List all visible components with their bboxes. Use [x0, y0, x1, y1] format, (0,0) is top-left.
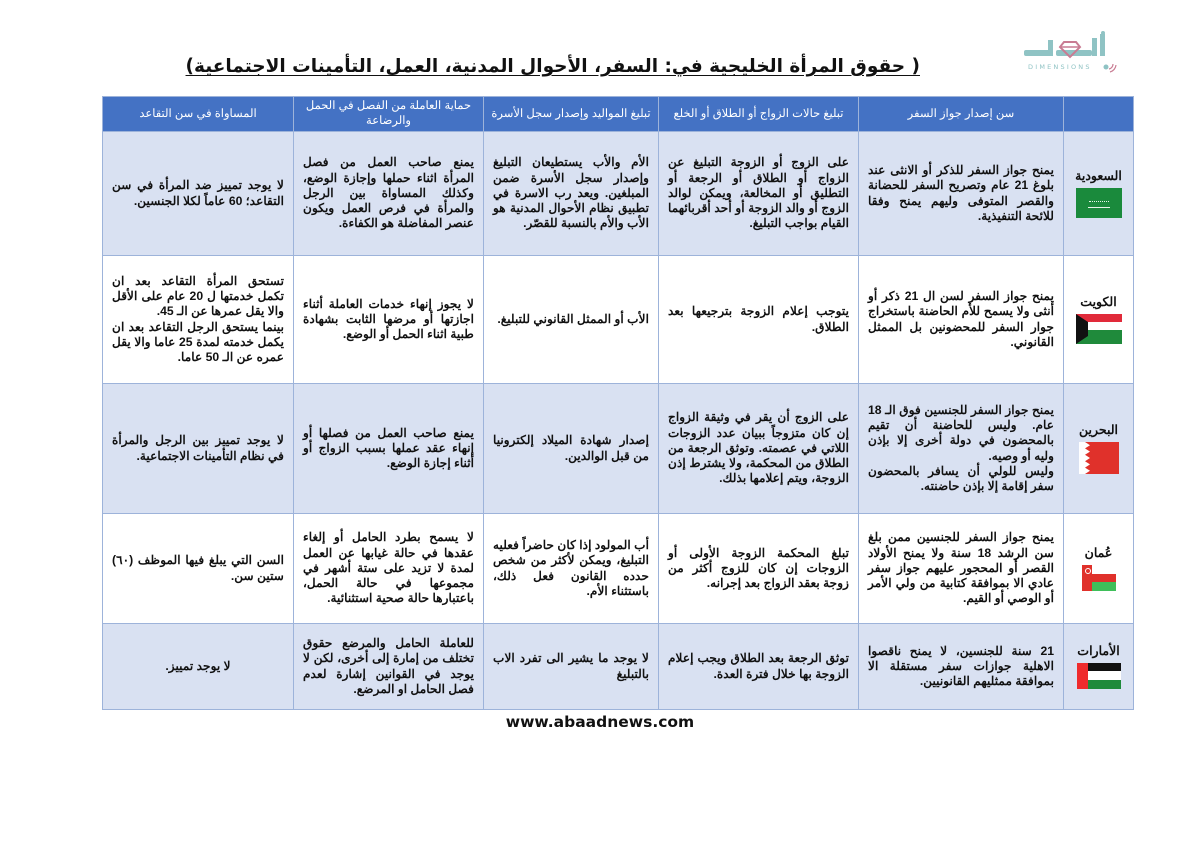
- protection-cell: للعاملة الحامل والمرضع حقوق تختلف من إمارة إلى أخرى، لكن لا يوجد في القوانين إشارة لعدم فصل الحامل او المرضع.: [294, 624, 484, 710]
- marriage-cell: يتوجب إعلام الزوجة بترجيعها بعد الطلاق.: [659, 256, 859, 384]
- header-passport-age: سن إصدار جواز السفر: [859, 97, 1064, 132]
- country-name: السعودية: [1075, 168, 1122, 183]
- country-cell: [1064, 384, 1134, 514]
- country-name: عُمان: [1084, 545, 1113, 560]
- page-title: ( حقوق المرأة الخليجية في: السفر، الأحوال المدنية، العمل، التأمينات الاجتماعية): [185, 56, 920, 77]
- header-retirement-equality: المساواة في سن التقاعد: [103, 97, 294, 132]
- website-link[interactable]: www.abaadnews.com: [505, 713, 695, 731]
- births-cell: الأب أو الممثل القانوني للتبليغ.: [484, 256, 659, 384]
- births-cell: لا يوجد ما يشير الى تفرد الاب بالتبليغ: [484, 624, 659, 710]
- country-cell: [1064, 514, 1134, 624]
- oman-flag-icon: [1082, 565, 1116, 591]
- rights-table: [102, 96, 1134, 710]
- header-country: [1064, 97, 1134, 132]
- country-name: الأمارات: [1077, 643, 1120, 658]
- marriage-cell: تبلغ المحكمة الزوجة الأولى أو الزوجات إن كان للزوج أكثر من زوجة بعقد الزواج بعد إجرانه.: [659, 514, 859, 624]
- retirement-cell: لا يوجد تمييز ضد المرأة في سن التقاعد؛ 60 عاماً لكلا الجنسين.: [103, 132, 294, 256]
- retirement-cell: لا يوجد تمييز بين الرجل والمرأة في نظام التأمينات الاجتماعية.: [103, 384, 294, 514]
- saudi-flag-icon: [1076, 188, 1122, 218]
- protection-cell: يمنع صاحب العمل من فصلها أو إنهاء عقد عملها بسبب الزواج أو أثناء إجازة الوضع.: [294, 384, 484, 514]
- country-cell: [1064, 132, 1134, 256]
- retirement-cell: لا يوجد تمييز.: [103, 624, 294, 710]
- table-row: [103, 514, 1134, 624]
- logo-mark-icon: [1018, 30, 1128, 78]
- country-name: الكويت: [1080, 294, 1117, 309]
- bahrain-flag-icon: [1079, 442, 1119, 474]
- protection-cell: لا يسمح بطرد الحامل أو إلغاء عقدها في حالة غيابها عن العمل لمدة لا تزيد على ستة أشهر في مجموعها في حالة الحمل، باعتبارها حالة صحية استثنائية.: [294, 514, 484, 624]
- uae-flag-icon: [1077, 663, 1121, 689]
- header-birth-reporting: تبليغ المواليد وإصدار سجل الأسرة: [484, 97, 659, 132]
- passport-cell: يمنح جواز السفر للذكر أو الانثى عند بلوغ 21 عام وتصريح السفر للحضانة والقصر المتوفى وليهم يمنح وفقا للائحة التنفيذية.: [859, 132, 1064, 256]
- retirement-cell: تستحق المرأة التقاعد بعد ان تكمل خدمتها ل 20 عام على الأقل والا يقل عمرها عن الـ 45. بينما يستحق الرجل التقاعد بعد ان يكمل خدمته لمدة 25 عاما والا يقل عمره عن الـ 50 عاما.: [103, 256, 294, 384]
- table-header-row: [103, 97, 1134, 132]
- protection-cell: يمنع صاحب العمل من فصل المرأة اثناء حملها وإجازة الوضع، وكذلك المساواة بين الرجل والمرأة في فرص العمل ويكون عنصر المفاضلة هو الكفاءة.: [294, 132, 484, 256]
- kuwait-flag-icon: [1076, 314, 1122, 344]
- marriage-cell: توثق الرجعة بعد الطلاق ويجب إعلام الزوجة بها خلال فترة العدة.: [659, 624, 859, 710]
- births-cell: إصدار شهادة الميلاد إلكترونيا من قبل الوالدين.: [484, 384, 659, 514]
- country-cell: [1064, 624, 1134, 710]
- country-name: البحرين: [1078, 422, 1118, 437]
- passport-cell: يمنح جواز السفر للجنسين فوق الـ 18 عام. وليس للحاضنة أن تقيم بالمحضون في دولة أخرى إلا بإذن وليه أو وصيه. وليس للولي أن يسافر بالمحضون سفر إقامة إلا بإذن حاضنته.: [859, 384, 1064, 514]
- marriage-cell: على الزوج أن يقر في وثيقة الزواج إن كان متزوجاً ببيان عدد الزوجات اللاتي في عصمته. وتوثق الرجعة من الطلاق من المحكمة، ولا يشترط إذن الزوجة، ويتم إعلامها بذلك.: [659, 384, 859, 514]
- header-marriage-reporting: تبليغ حالات الزواج أو الطلاق أو الخلع: [659, 97, 859, 132]
- passport-cell: يمنح جواز السفر للجنسين ممن بلغ سن الرشد 18 سنة ولا يمنح الأولاد القصر أو المحجور عليهم جواز سفر عادي الا بموافقة كتابية من ولي الأمر أو الوصي أو القيم.: [859, 514, 1064, 624]
- table-row: [103, 384, 1134, 514]
- births-cell: أب المولود إذا كان حاضراً فعليه التبليغ، ويمكن لأكثر من شخص حدده القانون فعل ذلك، باستثناء الأم.: [484, 514, 659, 624]
- passport-cell: يمنح جواز السفر لسن ال 21 ذكر أو أنثى ولا يسمح للأم الحاضنة باستخراج جوار السفر للمحضونين بل الممثل القانوني.: [859, 256, 1064, 384]
- passport-cell: 21 سنة للجنسين، لا يمنح ناقصوا الاهلية جوازات سفر مستقلة الا بموافقة ممثليهم القانونيين.: [859, 624, 1064, 710]
- births-cell: الأم والأب يستطيعان التبليغ وإصدار سجل الأسرة ضمن المبلغين. ويعد رب الاسرة في تطبيق نظام الأحوال المدنية هو الأب والأم بالنسبة للقصّر.: [484, 132, 659, 256]
- retirement-cell: السن التي يبلغ فيها الموظف (٦٠) ستين سن.: [103, 514, 294, 624]
- abaad-logo: [1018, 30, 1128, 78]
- logo-latin-text: DIMENSIONS: [1028, 63, 1092, 71]
- protection-cell: لا يجوز إنهاء خدمات العاملة أثناء اجازتها أو مرضها الثابت بشهادة طبية اثناء الحمل أو الوضع.: [294, 256, 484, 384]
- country-cell: [1064, 256, 1134, 384]
- marriage-cell: على الزوج أو الزوجة التبليغ عن الزواج أو الطلاق أو الرجعة أو التطليق أو المخالعة، ويمكن لوالد الزوج أو والد الزوجة أو أحد أقربائهما القيام بواجب التبليغ.: [659, 132, 859, 256]
- table-row: [103, 624, 1134, 710]
- table-row: [103, 256, 1134, 384]
- header-dismissal-protection: حماية العاملة من الفصل في الحمل والرضاعة: [294, 97, 484, 132]
- table-row: [103, 132, 1134, 256]
